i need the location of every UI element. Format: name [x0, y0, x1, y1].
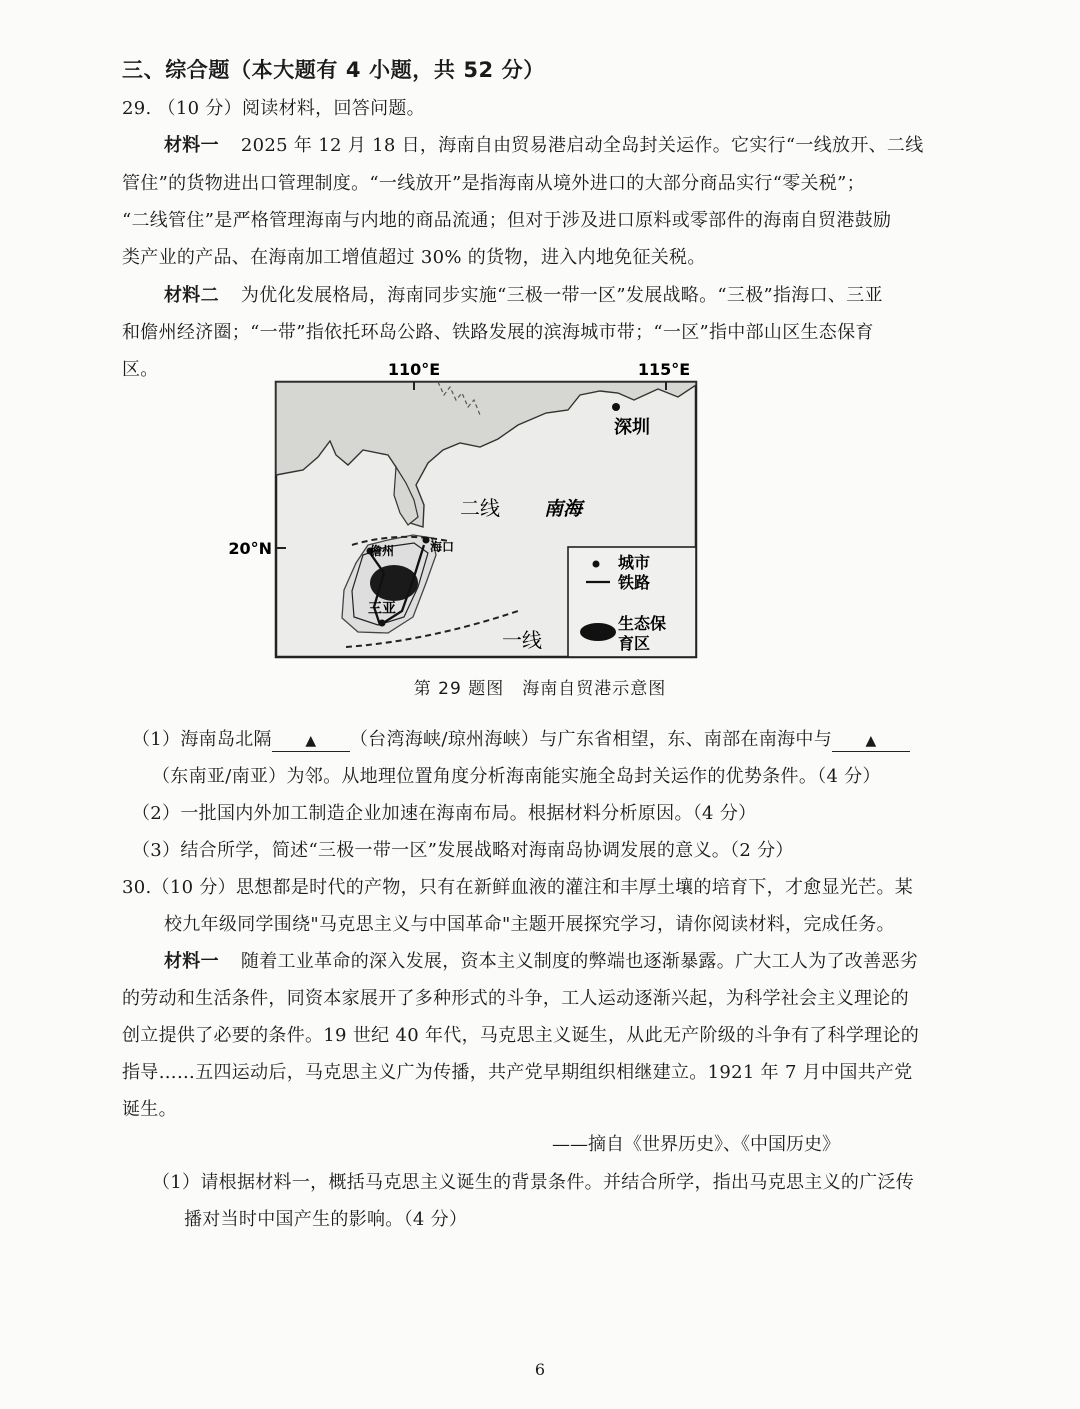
- hainan-map: [218, 355, 718, 665]
- q30-material1-label: 材料一: [164, 951, 219, 972]
- q30-sub1-line1: （1）请根据材料一，概括马克思主义诞生的背景条件。并结合所学，指出马克思主义的广泛传: [152, 1172, 915, 1193]
- section-heading: 三、综合题（本大题有 4 小题，共 52 分）: [122, 58, 545, 82]
- label-115e: 115°E: [637, 360, 691, 379]
- label-danzhou: 儋州: [370, 544, 395, 558]
- q30-material1-line2: 的劳动和生活条件，同资本家展开了多种形式的斗争，工人运动逐渐兴起，为科学社会主义理论的: [122, 988, 909, 1009]
- legend-eco-label-2: 育区: [618, 634, 651, 653]
- label-erxian: 二线: [460, 496, 500, 520]
- legend-eco-label-1: 生态保: [618, 614, 667, 633]
- q30-line1: 30.（10 分）思想都是时代的产物，只有在新鲜血液的灌注和丰厚土壤的培育下，才愈显光芒。某: [122, 877, 914, 898]
- q30-material1-line3: 创立提供了必要的条件。19 世纪 40 年代，马克思主义诞生，从此无产阶级的斗争有了科学理论的: [122, 1025, 920, 1046]
- map-caption: 第 29 题图 海南自贸港示意图: [413, 679, 667, 699]
- q30-line2: 校九年级同学围绕"马克思主义与中国革命"主题开展探究学习，请你阅读材料，完成任务。: [164, 914, 895, 935]
- q29-sub2: （2）一批国内外加工制造企业加速在海南布局。根据材料分析原因。（4 分）: [132, 803, 757, 824]
- q30-material1-text1: 随着工业革命的深入发展，资本主义制度的弊端也逐渐暴露。广大工人为了改善恶劣: [240, 951, 919, 972]
- q29-material1-label: 材料一: [164, 135, 219, 156]
- label-yixian: 一线: [502, 628, 542, 652]
- page-number: 6: [534, 1360, 546, 1379]
- q29-material1-line3: “二线管住”是严格管理海南与内地的商品流通；但对于涉及进口原料或零部件的海南自贸港鼓励: [122, 210, 892, 231]
- legend-city-label: 城市: [618, 553, 651, 572]
- q29-material2-label: 材料二: [164, 285, 219, 306]
- q29-material1-line2: 管住”的货物进出口管理制度。“一线放开”是指海南从境外进口的大部分商品实行“零关税”；: [122, 173, 865, 194]
- q29-material1-text1: 2025 年 12 月 18 日，海南自由贸易港启动全岛封关运作。它实行“一线放开、二线: [240, 135, 924, 156]
- q30-source: ——摘自《世界历史》、《中国历史》: [552, 1134, 840, 1155]
- label-nanhai: 南海: [544, 498, 583, 520]
- answer-blank-2[interactable]: ▲: [832, 731, 910, 752]
- q30-material1-line5: 诞生。: [122, 1099, 177, 1120]
- q29-material1-line1: [164, 134, 924, 158]
- label-110e: 110°E: [387, 360, 441, 379]
- q29-material1-line4: 类产业的产品、在海南加工增值超过 30% 的货物，进入内地免征关税。: [122, 247, 706, 268]
- q29-material2-text1: 为优化发展格局，海南同步实施“三极一带一区”发展战略。“三极”指海口、三亚: [240, 285, 883, 306]
- q29-material2-line3: 区。: [122, 359, 159, 380]
- q29-material2-line1: [164, 284, 883, 308]
- q29-sub1-text-b: （台湾海峡/琼州海峡）与广东省相望，东、南部在南海中与: [349, 729, 833, 750]
- label-20n: 20°N: [228, 539, 272, 558]
- q29-sub1-line2: （东南亚/南亚）为邻。从地理位置角度分析海南能实施全岛封关运作的优势条件。（4 分）: [152, 766, 881, 787]
- q30-sub1-line2: 播对当时中国产生的影响。（4 分）: [184, 1209, 468, 1230]
- legend-rail-label: 铁路: [618, 573, 651, 592]
- q29-sub3: （3）结合所学，简述“三极一带一区”发展战略对海南岛协调发展的意义。（2 分）: [132, 840, 794, 861]
- label-shenzhen: 深圳: [614, 417, 650, 438]
- q30-material1-line4: 指导……五四运动后，马克思主义广为传播，共产党早期组织相继建立。1921 年 7 月中国共产党: [122, 1062, 913, 1083]
- answer-blank-1[interactable]: ▲: [272, 731, 350, 752]
- label-sanya: 三亚: [368, 601, 396, 617]
- q29-material2-line2: 和儋州经济圈；“一带”指依托环岛公路、铁路发展的滨海城市带；“一区”指中部山区生态保育: [122, 322, 874, 343]
- q29-sub1-line1: [132, 728, 910, 752]
- q29-sub1-text-a: （1）海南岛北隔: [132, 729, 272, 750]
- q30-material1-line1: [164, 950, 918, 974]
- q29-title: 29. （10 分）阅读材料，回答问题。: [122, 98, 425, 119]
- label-haikou: 海口: [430, 540, 455, 554]
